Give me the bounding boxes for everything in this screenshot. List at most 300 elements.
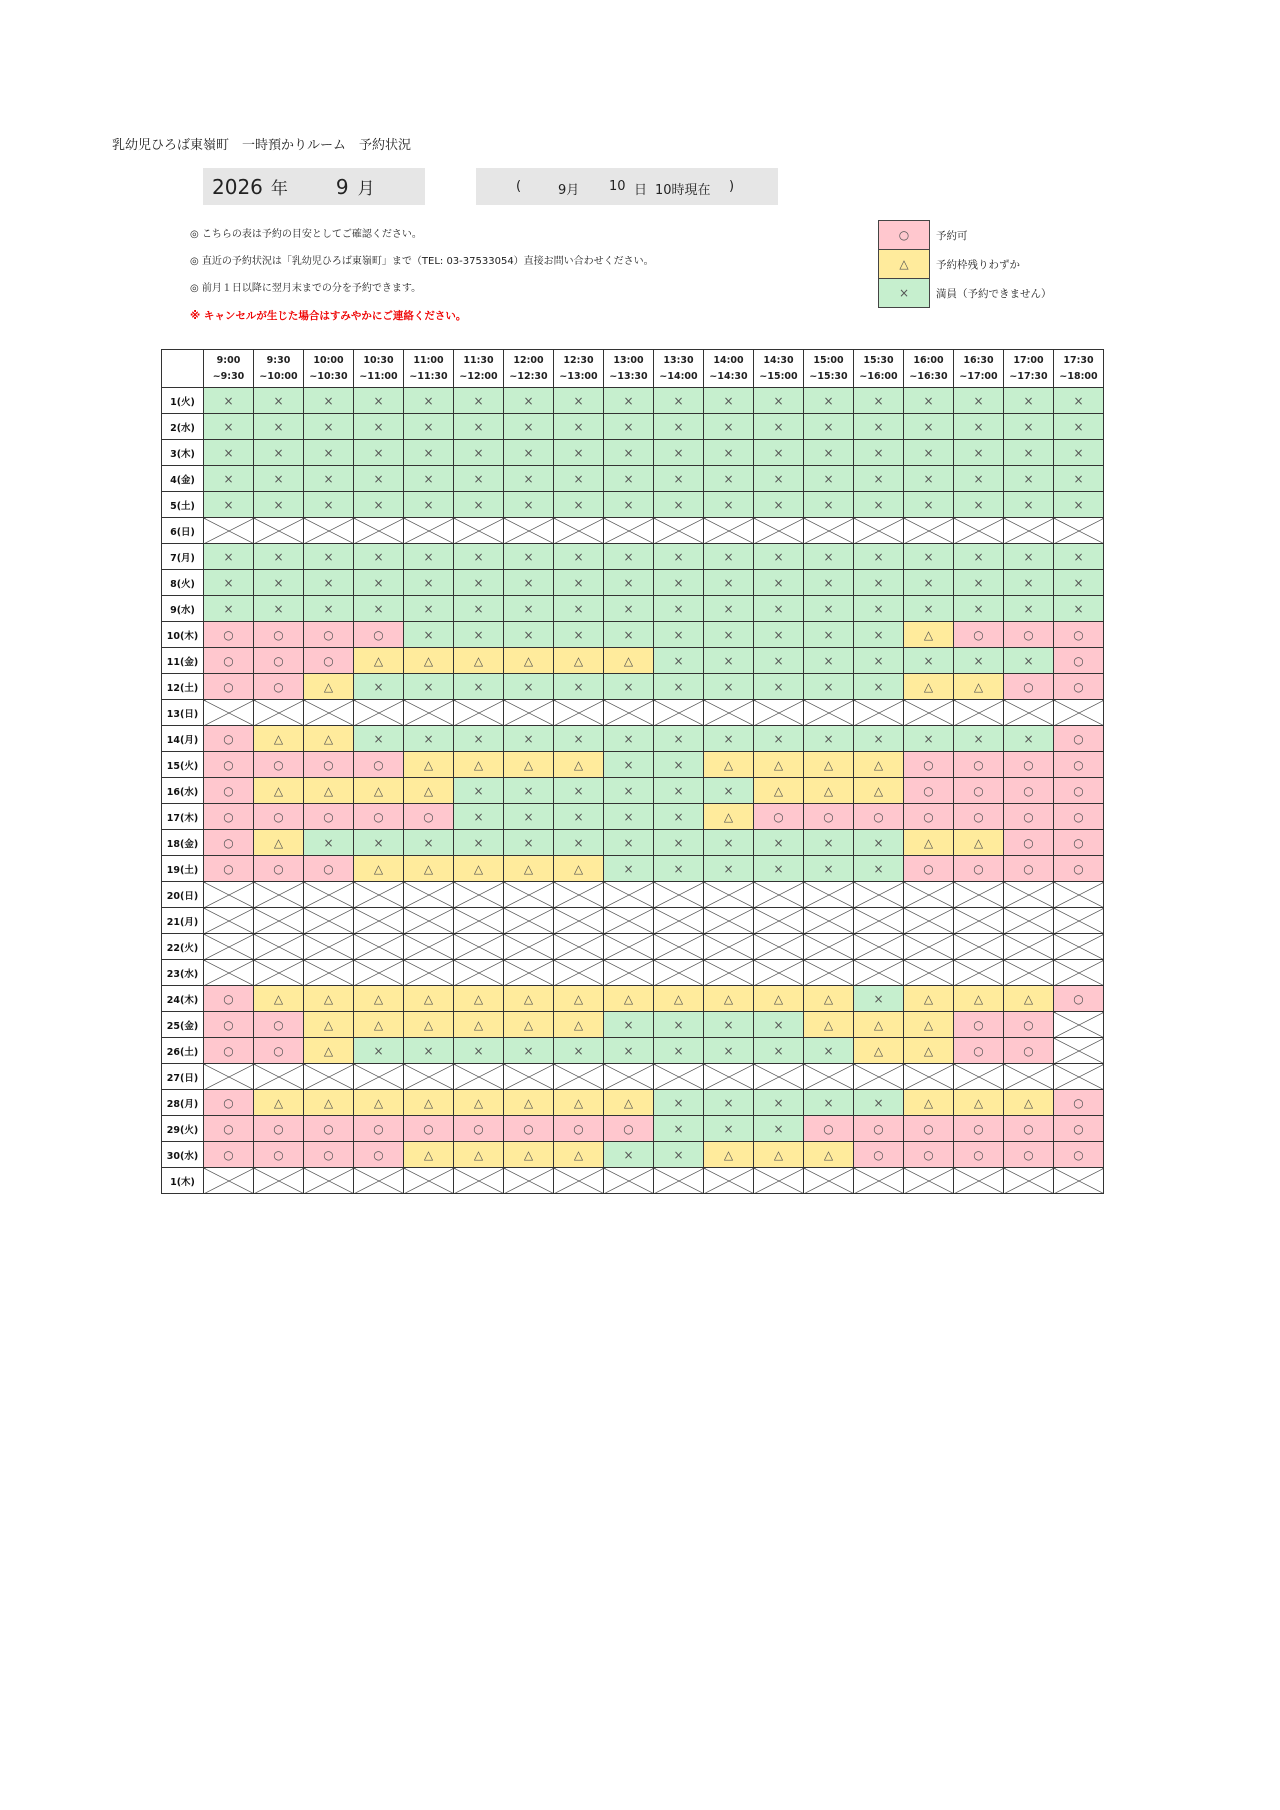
date-cell: 7(月) [162,544,204,570]
date-cell: 27(日) [162,1064,204,1090]
slot-cell: × [954,570,1004,596]
date-cell: 4(金) [162,466,204,492]
slot-cell: × [404,414,454,440]
closed-cell [1054,1038,1104,1064]
slot-cell: × [754,856,804,882]
slot-cell: × [304,440,354,466]
slot-cell: ○ [1054,726,1104,752]
slot-cell: × [854,466,904,492]
day-row [162,700,1104,726]
slot-cell: △ [404,1142,454,1168]
slot-cell: △ [454,986,504,1012]
slot-cell: × [604,726,654,752]
closed-cell [904,934,954,960]
slot-cell: × [254,492,304,518]
slot-cell: × [554,622,604,648]
slot-cell: × [704,1090,754,1116]
closed-cell [504,908,554,934]
closed-cell [454,934,504,960]
closed-cell [554,518,604,544]
closed-cell [804,934,854,960]
slot-cell: × [554,804,604,830]
slot-cell: ○ [854,1142,904,1168]
closed-cell [604,1168,654,1194]
closed-cell [904,908,954,934]
slot-cell: △ [454,1142,504,1168]
slot-cell: × [654,388,704,414]
slot-cell: × [704,596,754,622]
slot-end: ~13:30 [609,370,648,382]
slot-cell: × [654,1012,704,1038]
legend-available-symbol: ○ [879,221,930,250]
time-slot-header [754,350,804,388]
slot-cell: ○ [204,830,254,856]
closed-cell [904,882,954,908]
slot-cell: ○ [254,856,304,882]
closed-cell [204,882,254,908]
slot-cell: × [654,752,704,778]
legend-item [879,250,1053,279]
date-cell: 12(土) [162,674,204,700]
slot-cell: △ [654,986,704,1012]
closed-cell [304,700,354,726]
slot-cell: × [654,674,704,700]
slot-cell: × [854,648,904,674]
day-row [162,778,1104,804]
slot-end: ~10:30 [309,370,348,382]
slot-cell: △ [954,986,1004,1012]
slot-cell: △ [404,778,454,804]
closed-cell [554,1168,604,1194]
slot-cell: × [654,1090,704,1116]
slot-cell: × [554,674,604,700]
slot-cell: △ [604,1090,654,1116]
closed-cell [354,882,404,908]
slot-cell: ○ [1054,648,1104,674]
slot-cell: ○ [454,1116,504,1142]
slot-cell: ○ [1004,1116,1054,1142]
date-cell: 24(木) [162,986,204,1012]
slot-cell: △ [554,1012,604,1038]
closed-cell [954,882,1004,908]
slot-cell: × [1004,726,1054,752]
slot-cell: ○ [404,804,454,830]
slot-cell: △ [804,1012,854,1038]
slot-cell: × [554,466,604,492]
slot-end: ~16:30 [909,370,948,382]
closed-cell [604,518,654,544]
note-item: ◎ 前月１日以降に翌月末までの分を予約できます。 [190,283,422,294]
closed-cell [904,518,954,544]
closed-cell [204,1064,254,1090]
closed-cell [404,518,454,544]
slot-start: 14:30 [763,354,794,366]
slot-cell: △ [454,752,504,778]
slot-cell: × [704,492,754,518]
closed-cell [454,908,504,934]
slot-cell: × [654,1116,704,1142]
date-cell: 2(水) [162,414,204,440]
status-time: 10時現在 [655,183,711,198]
time-slot-header [504,350,554,388]
slot-cell: ○ [204,1038,254,1064]
slot-cell: × [354,492,404,518]
closed-cell [854,1064,904,1090]
closed-cell [554,960,604,986]
slot-cell: × [954,596,1004,622]
slot-cell: ○ [254,648,304,674]
slot-cell: × [554,440,604,466]
slot-cell: × [904,466,954,492]
closed-cell [304,1168,354,1194]
closed-cell [504,1064,554,1090]
slot-cell: ○ [254,674,304,700]
slot-cell: × [754,648,804,674]
slot-cell: △ [754,778,804,804]
slot-cell: ○ [354,1142,404,1168]
slot-cell: △ [954,674,1004,700]
slot-cell: × [204,492,254,518]
day-row [162,414,1104,440]
date-cell: 6(日) [162,518,204,544]
slot-cell: ○ [804,1116,854,1142]
closed-cell [254,908,304,934]
slot-cell: △ [254,1090,304,1116]
slot-start: 16:30 [963,354,994,366]
slot-cell: ○ [204,986,254,1012]
slot-cell: △ [904,830,954,856]
slot-cell: × [604,440,654,466]
slot-cell: × [404,492,454,518]
slot-cell: ○ [1054,1090,1104,1116]
slot-cell: △ [554,648,604,674]
slot-end: ~12:00 [459,370,498,382]
closed-cell [304,908,354,934]
slot-cell: × [404,1038,454,1064]
as-of-status-box [476,168,778,205]
closed-cell [454,882,504,908]
slot-cell: △ [904,1012,954,1038]
slot-end: ~15:00 [759,370,798,382]
slot-cell: △ [354,778,404,804]
slot-cell: ○ [254,804,304,830]
closed-cell [204,934,254,960]
closed-cell [254,882,304,908]
slot-cell: × [704,674,754,700]
closed-cell [204,960,254,986]
slot-cell: × [804,1090,854,1116]
slot-cell: × [204,388,254,414]
day-row [162,1064,1104,1090]
day-row [162,726,1104,752]
slot-cell: △ [354,1090,404,1116]
closed-cell [654,1168,704,1194]
date-cell: 14(月) [162,726,204,752]
day-row [162,570,1104,596]
slot-cell: × [604,1038,654,1064]
slot-cell: ○ [354,752,404,778]
slot-cell: × [354,1038,404,1064]
closed-cell [1054,882,1104,908]
time-slot-header [554,350,604,388]
closed-cell [404,1064,454,1090]
slot-cell: × [454,570,504,596]
slot-cell: △ [554,986,604,1012]
closed-cell [954,960,1004,986]
closed-cell [804,960,854,986]
day-row [162,830,1104,856]
slot-cell: × [354,544,404,570]
slot-cell: × [854,986,904,1012]
year-suffix: 年 [270,179,288,199]
slot-start: 17:30 [1063,354,1094,366]
slot-cell: ○ [954,1038,1004,1064]
slot-cell: ○ [554,1116,604,1142]
closed-cell [704,908,754,934]
slot-cell: × [654,1142,704,1168]
date-cell: 23(水) [162,960,204,986]
slot-cell: × [754,1012,804,1038]
slot-cell: × [654,726,704,752]
closed-cell [404,934,454,960]
closed-cell [204,700,254,726]
slot-cell: × [504,726,554,752]
slot-cell: △ [354,986,404,1012]
slot-cell: ○ [1004,622,1054,648]
slot-cell: × [604,388,654,414]
slot-cell: ○ [204,622,254,648]
slot-start: 12:00 [513,354,544,366]
slot-cell: × [854,830,904,856]
closed-cell [804,700,854,726]
slot-cell: ○ [204,726,254,752]
slot-cell: × [404,596,454,622]
legend-few-left-symbol: △ [879,250,930,279]
slot-cell: × [354,414,404,440]
slot-cell: △ [754,752,804,778]
slot-cell: ○ [254,1038,304,1064]
closed-cell [604,700,654,726]
slot-cell: × [354,388,404,414]
slot-start: 17:00 [1013,354,1044,366]
closed-cell [754,934,804,960]
time-slot-header [454,350,504,388]
closed-cell [704,960,754,986]
slot-cell: × [554,726,604,752]
slot-cell: △ [704,986,754,1012]
closed-cell [354,700,404,726]
slot-cell: △ [404,1012,454,1038]
slot-cell: × [504,674,554,700]
slot-cell: × [804,440,854,466]
time-slot-header [954,350,1004,388]
slot-cell: △ [454,1090,504,1116]
slot-cell: × [504,414,554,440]
day-row [162,544,1104,570]
slot-cell: × [804,388,854,414]
day-row [162,752,1104,778]
slot-cell: △ [804,1142,854,1168]
month-suffix: 月 [357,179,375,199]
slot-cell: △ [454,856,504,882]
slot-cell: × [504,388,554,414]
day-row [162,960,1104,986]
slot-cell: △ [904,674,954,700]
year-value: 2026 [212,174,263,199]
slot-cell: × [654,778,704,804]
closed-cell [904,1064,954,1090]
time-slot-header [1004,350,1054,388]
slot-cell: × [504,570,554,596]
closed-cell [254,700,304,726]
slot-cell: × [1054,596,1104,622]
slot-cell: ○ [204,648,254,674]
slot-cell: × [554,544,604,570]
slot-cell: ○ [204,804,254,830]
closed-cell [754,1064,804,1090]
slot-cell: × [754,622,804,648]
slot-cell: × [804,726,854,752]
slot-cell: × [354,830,404,856]
closed-cell [754,960,804,986]
date-cell: 26(土) [162,1038,204,1064]
slot-cell: △ [804,752,854,778]
slot-cell: × [754,440,804,466]
slot-cell: △ [1004,1090,1054,1116]
slot-cell: × [1004,414,1054,440]
slot-cell: × [1054,414,1104,440]
slot-cell: × [454,726,504,752]
date-cell: 19(土) [162,856,204,882]
closed-cell [854,882,904,908]
slot-cell: × [504,596,554,622]
slot-cell: × [704,830,754,856]
slot-cell: △ [504,648,554,674]
slot-cell: △ [954,1090,1004,1116]
slot-cell: × [204,596,254,622]
slot-cell: × [404,388,454,414]
slot-cell: △ [404,856,454,882]
slot-cell: △ [504,986,554,1012]
closed-cell [354,1064,404,1090]
closed-cell [504,934,554,960]
slot-cell: ○ [1004,1012,1054,1038]
slot-cell: × [954,388,1004,414]
closed-cell [254,934,304,960]
slot-cell: ○ [1054,804,1104,830]
slot-cell: × [854,388,904,414]
day-row [162,986,1104,1012]
closed-cell [604,934,654,960]
slot-cell: △ [754,1142,804,1168]
slot-cell: ○ [604,1116,654,1142]
closed-cell [904,700,954,726]
slot-cell: × [404,466,454,492]
slot-cell: × [804,492,854,518]
date-cell: 28(月) [162,1090,204,1116]
slot-cell: △ [704,752,754,778]
slot-cell: × [204,570,254,596]
slot-cell: × [654,440,704,466]
closed-cell [1004,882,1054,908]
closed-cell [604,960,654,986]
date-cell: 11(金) [162,648,204,674]
closed-cell [1054,1012,1104,1038]
closed-cell [854,960,904,986]
closed-cell [1054,700,1104,726]
slot-cell: × [954,414,1004,440]
closed-cell [404,1168,454,1194]
slot-start: 10:00 [313,354,344,366]
legend-item [879,279,1053,308]
slot-cell: × [704,726,754,752]
slot-cell: × [1004,544,1054,570]
slot-cell: × [204,544,254,570]
slot-end: ~17:30 [1009,370,1048,382]
slot-cell: × [954,466,1004,492]
date-cell: 3(木) [162,440,204,466]
slot-cell: × [904,492,954,518]
day-row [162,466,1104,492]
day-row [162,388,1104,414]
slot-cell: × [854,544,904,570]
closed-cell [254,1064,304,1090]
closed-cell [554,908,604,934]
slot-cell: ○ [804,804,854,830]
slot-cell: × [604,1142,654,1168]
slot-cell: × [804,674,854,700]
notes-list [190,228,654,336]
slot-cell: × [704,388,754,414]
slot-cell: ○ [1004,778,1054,804]
slot-cell: × [954,492,1004,518]
date-cell: 15(火) [162,752,204,778]
closed-cell [204,908,254,934]
time-slot-header [404,350,454,388]
slot-cell: ○ [304,804,354,830]
slot-cell: × [604,544,654,570]
closed-cell [804,882,854,908]
day-row [162,518,1104,544]
closed-cell [404,882,454,908]
slot-cell: ○ [304,648,354,674]
slot-cell: × [404,830,454,856]
month-value: 9 [335,174,349,199]
slot-cell: △ [904,622,954,648]
slot-cell: × [754,466,804,492]
date-cell: 18(金) [162,830,204,856]
day-row [162,440,1104,466]
slot-cell: △ [904,1038,954,1064]
slot-cell: × [954,726,1004,752]
slot-cell: × [554,1038,604,1064]
slot-cell: × [354,726,404,752]
slot-cell: × [1004,648,1054,674]
closed-cell [1054,1168,1104,1194]
status-month: 9月 [558,183,580,198]
slot-cell: × [504,804,554,830]
slot-cell: × [454,674,504,700]
slot-cell: △ [354,1012,404,1038]
slot-cell: × [354,440,404,466]
time-slot-header [704,350,754,388]
slot-cell: × [954,544,1004,570]
slot-start: 15:30 [863,354,894,366]
slot-cell: ○ [954,1012,1004,1038]
closed-cell [854,934,904,960]
closed-cell [1004,908,1054,934]
closed-cell [404,908,454,934]
